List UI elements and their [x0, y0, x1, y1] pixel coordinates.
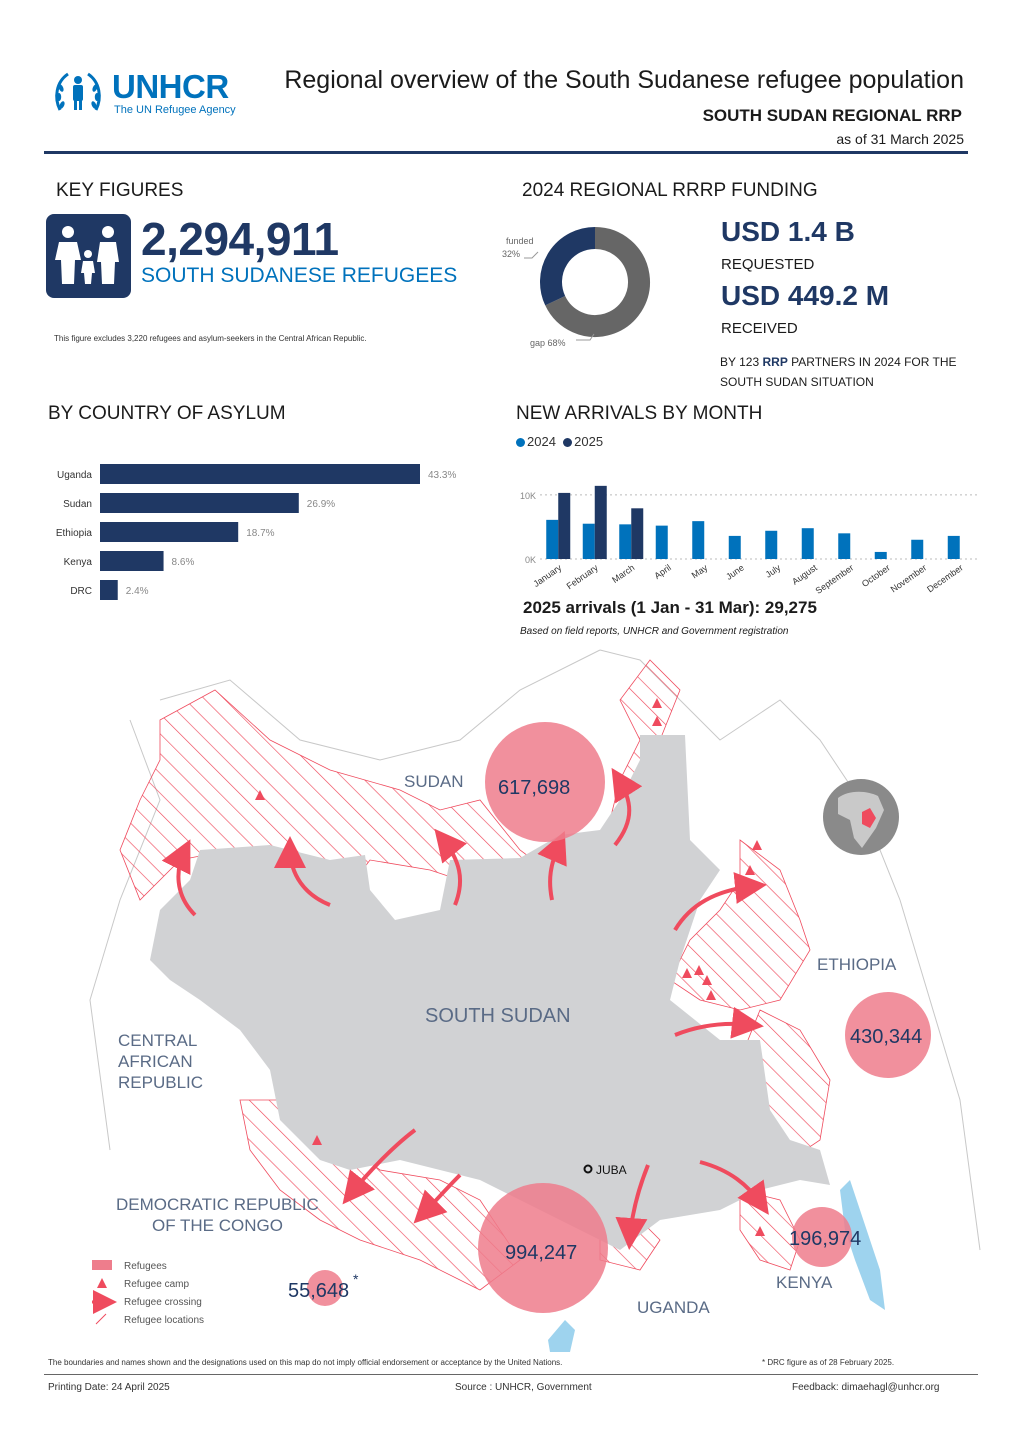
asylum-heading: BY COUNTRY OF ASYLUM	[48, 403, 286, 424]
refugee-camp-icon	[752, 840, 762, 850]
partners-note	[720, 352, 957, 392]
funding-donut-chart	[482, 220, 662, 352]
funded-leader-line	[524, 252, 538, 258]
asylum-category-label: Uganda	[56, 470, 92, 481]
arrivals-bar-2024	[911, 540, 923, 559]
label-kenya: KENYA	[776, 1273, 833, 1292]
family-icon-box	[46, 214, 131, 298]
asylum-bar	[100, 580, 118, 600]
legend-2025-swatch	[563, 438, 572, 447]
partners-line2: SOUTH SUDAN SITUATION	[720, 375, 874, 389]
arrivals-bar-2024	[546, 520, 558, 559]
refugee-total-label: SOUTH SUDANESE REFUGEES	[141, 264, 458, 287]
arrivals-month-label: December	[925, 562, 965, 595]
arrivals-month-label: August	[790, 562, 819, 587]
donut-funded-segment	[551, 238, 595, 301]
feedback-link[interactable]: Feedback: dimaehagl@unhcr.org	[792, 1382, 940, 1393]
map-legend	[92, 1260, 204, 1326]
arrivals-bar-2025	[558, 493, 570, 559]
legend-camp: Refugee camp	[124, 1279, 190, 1290]
arrivals-bar-2025	[631, 508, 643, 559]
label-sudan: SUDAN	[404, 772, 464, 791]
arrivals-ytick: 10K	[519, 490, 536, 501]
funded-pct: 32%	[502, 249, 521, 259]
value-ethiopia: 430,344	[850, 1026, 923, 1048]
logo-subtitle: The UN Refugee Agency	[114, 104, 236, 116]
family-icon	[46, 214, 131, 298]
label-drc-1: DEMOCRATIC REPUBLIC	[116, 1195, 319, 1214]
map-disclaimer: The boundaries and names shown and the designations used on this map do not imply official endorsement or acceptance by the United Nations.	[48, 1358, 563, 1367]
arrivals-legend	[516, 434, 603, 449]
asylum-category-label: DRC	[70, 586, 92, 597]
arrivals-bar-2024	[802, 528, 814, 559]
legend-crossing: Refugee crossing	[124, 1297, 202, 1308]
arrivals-bar-2024	[875, 552, 887, 559]
legend-camp-icon	[97, 1278, 107, 1288]
arrivals-bar-2025	[595, 486, 607, 559]
footer-divider	[44, 1374, 978, 1375]
asylum-bar	[100, 464, 420, 484]
globe-icon	[823, 779, 899, 855]
label-capital: JUBA	[596, 1163, 627, 1177]
arrivals-heading: NEW ARRIVALS BY MONTH	[516, 403, 763, 424]
arrivals-month-label: September	[813, 562, 856, 596]
arrivals-month-label: April	[652, 562, 673, 581]
label-uganda: UGANDA	[637, 1298, 710, 1317]
asylum-value-label: 26.9%	[306, 499, 336, 510]
asylum-category-label: Kenya	[63, 557, 92, 568]
label-car-2: AFRICAN	[118, 1052, 193, 1071]
drc-note: * DRC figure as of 28 February 2025.	[762, 1358, 895, 1367]
arrivals-bar-chart	[510, 482, 990, 598]
arrivals-month-label: February	[564, 562, 600, 592]
arrivals-month-label: June	[724, 562, 746, 582]
partners-post: PARTNERS IN 2024 FOR THE	[787, 355, 957, 369]
asylum-bar	[100, 493, 299, 513]
arrivals-ytick: 0K	[524, 555, 536, 565]
arrivals-month-label: July	[763, 562, 783, 580]
logo-text: UNHCR	[112, 68, 229, 105]
arrivals-month-label: March	[610, 562, 637, 585]
asylum-bar	[100, 551, 164, 571]
partners-rrp: RRP	[762, 355, 788, 369]
label-south-sudan: SOUTH SUDAN	[425, 1005, 571, 1027]
refugee-map	[0, 640, 1024, 1360]
arrivals-month-label: November	[888, 562, 929, 595]
asylum-value-label: 43.3%	[428, 470, 457, 481]
label-drc-2: OF THE CONGO	[152, 1216, 283, 1235]
partners-pre: BY 123	[720, 355, 763, 369]
page-title: Regional overview of the South Sudanese refugee population	[284, 66, 964, 94]
received-label: RECEIVED	[721, 320, 798, 337]
legend-locations: Refugee locations	[124, 1315, 205, 1326]
arrivals-bar-2024	[692, 521, 704, 559]
label-car-3: REPUBLIC	[118, 1073, 204, 1092]
arrivals-bar-2024	[765, 531, 777, 559]
legend-2024-swatch	[516, 438, 525, 447]
page-subtitle: SOUTH SUDAN REGIONAL RRP	[702, 106, 962, 125]
asylum-value-label: 8.6%	[171, 557, 195, 568]
legend-2025-label: 2025	[574, 434, 604, 449]
asylum-category-label: Ethiopia	[55, 528, 92, 539]
arrivals-bar-2024	[656, 526, 668, 559]
label-ethiopia: ETHIOPIA	[817, 955, 897, 974]
asylum-category-label: Sudan	[63, 499, 92, 510]
requested-value: USD 1.4 B	[721, 216, 855, 247]
key-figures-heading: KEY FIGURES	[56, 180, 184, 201]
asylum-value-label: 2.4%	[125, 586, 149, 597]
arrivals-bar-2024	[729, 536, 741, 559]
unhcr-logo-icon	[52, 70, 104, 114]
value-kenya: 196,974	[789, 1228, 862, 1250]
arrivals-total: 2025 arrivals (1 Jan - 31 Mar): 29,275	[523, 598, 817, 617]
arrivals-month-label: October	[859, 562, 892, 590]
arrivals-bar-2024	[583, 524, 595, 559]
arrivals-month-label: January	[531, 562, 564, 590]
lake-albert-shape	[548, 1320, 575, 1352]
asylum-value-label: 18.7%	[246, 528, 275, 539]
funded-label: funded	[506, 236, 534, 246]
value-uganda: 994,247	[505, 1242, 578, 1264]
arrivals-month-label: May	[689, 562, 710, 581]
arrivals-bar-2024	[948, 536, 960, 559]
gap-label: gap 68%	[530, 338, 566, 348]
legend-2024-label: 2024	[527, 434, 556, 449]
value-sudan: 617,698	[498, 777, 571, 799]
asylum-bar	[100, 522, 238, 542]
received-value: USD 449.2 M	[721, 280, 890, 311]
funding-heading: 2024 REGIONAL RRRP FUNDING	[522, 180, 818, 201]
legend-refugees-swatch	[92, 1260, 112, 1270]
label-car-1: CENTRAL	[118, 1031, 198, 1050]
arrivals-bar-2024	[619, 524, 631, 559]
key-figures-note: This figure excludes 3,220 refugees and asylum-seekers in the Central African Republic.	[54, 334, 367, 343]
asylum-bar-chart	[40, 456, 500, 606]
header-divider	[44, 151, 968, 154]
legend-locations-icon	[96, 1314, 106, 1324]
arrivals-bar-2024	[838, 533, 850, 559]
value-drc: 55,648	[288, 1280, 350, 1302]
printing-date: Printing Date: 24 April 2025	[48, 1382, 170, 1393]
value-drc-star: *	[353, 1271, 359, 1287]
page-date: as of 31 March 2025	[836, 131, 964, 147]
source: Source : UNHCR, Government	[455, 1382, 592, 1393]
refugee-total: 2,294,911	[141, 213, 339, 265]
arrivals-source-note: Based on field reports, UNHCR and Government registration	[520, 626, 789, 637]
requested-label: REQUESTED	[721, 256, 815, 273]
legend-refugees: Refugees	[124, 1261, 167, 1272]
